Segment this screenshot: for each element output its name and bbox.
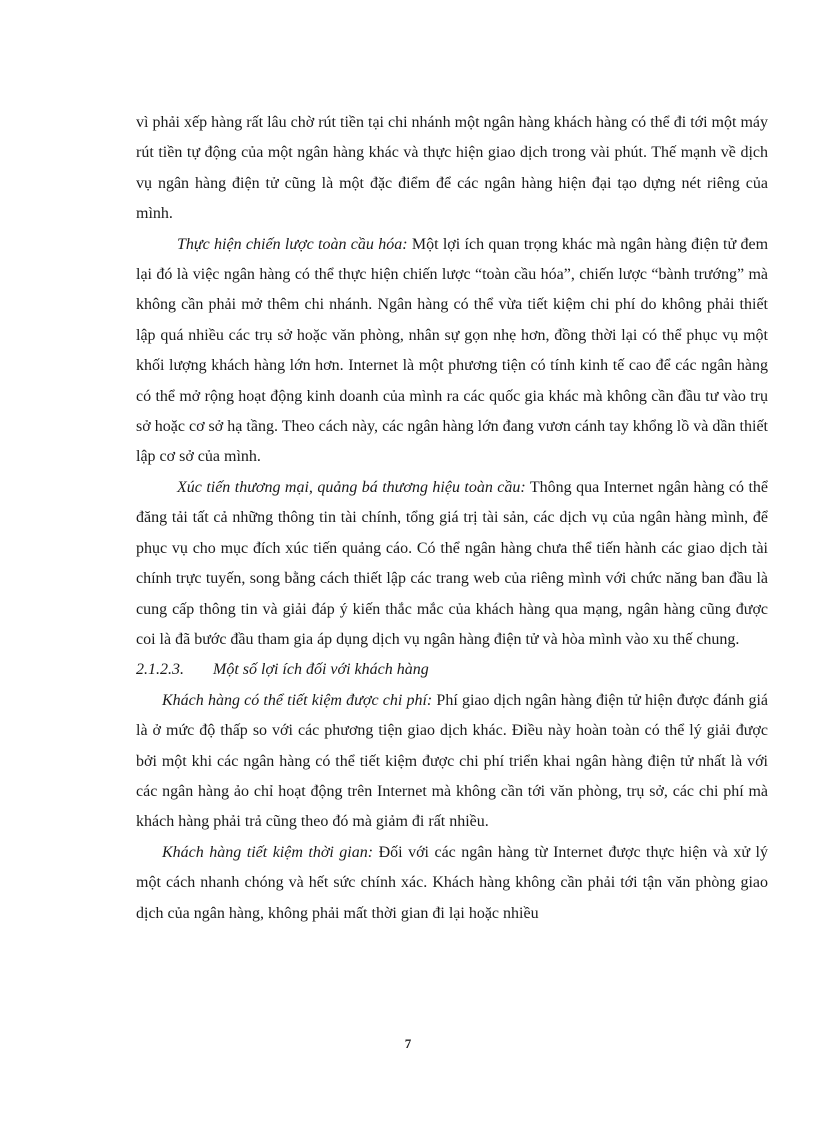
paragraph-text: Đối với các ngân hàng từ Internet được thực hiện và xử lý một cách nhanh chóng và hết sức chính xác. Khách hàng không cần phải tới tận văn phòng giao dịch của ngân hàng, không phải mất thời gian đi lại hoặc nhiều (136, 843, 769, 922)
paragraph-lead: Xúc tiến thương mại, quảng bá thương hiệu toàn cầu: (177, 478, 526, 496)
paragraph-text: Một lợi ích quan trọng khác mà ngân hàng điện tử đem lại đó là việc ngân hàng có thể thực hiện chiến lược “toàn cầu hóa”, chiến lược “bành trướng” mà không cần phải mở thêm chi nhánh. Ngân hàng có thể vừa tiết kiệm chi phí do không phải thiết lập quá nhiều các trụ sở hoặc văn phòng, nhân sự gọn nhẹ hơn, đồng thời lại có thể phục vụ một khối lượng khách hàng lớn hơn. Internet là một phương tiện có tính kinh tế cao để các ngân hàng có thể mở rộng hoạt động kinh doanh của mình ra các quốc gia khác mà không cần đầu tư vào trụ sở hoặc cơ sở hạ tầng. Theo cách này, các ngân hàng lớn đang vươn cánh tay khổng lồ và dần thiết lập cơ sở của mình. (136, 235, 769, 466)
paragraph-lead: Thực hiện chiến lược toàn cầu hóa: (177, 235, 408, 253)
paragraph-lead: Khách hàng có thể tiết kiệm được chi phí: (162, 691, 433, 709)
section-number: 2.1.2.3. (136, 661, 184, 679)
paragraph-time-savings (136, 838, 768, 929)
page-number: 7 (404, 1036, 412, 1051)
paragraph-atm-convenience (136, 108, 768, 230)
document-body (136, 108, 768, 929)
paragraph-lead: Khách hàng tiết kiệm thời gian: (162, 843, 374, 861)
paragraph-global-branding (136, 473, 768, 655)
paragraph-text: vì phải xếp hàng rất lâu chờ rút tiền tại chi nhánh một ngân hàng khách hàng có thể đi tới một máy rút tiền tự động của một ngân hàng khác và thực hiện giao dịch trong vài phút. Thế mạnh về dịch vụ ngân hàng điện tử cũng là một đặc điểm để các ngân hàng hiện đại tạo dựng nét riêng của mình. (136, 114, 768, 223)
section-heading (136, 655, 768, 685)
paragraph-text: Thông qua Internet ngân hàng có thể đăng tải tất cả những thông tin tài chính, tổng giá trị tài sản, các dịch vụ của ngân hàng mình, để phục vụ cho mục đích xúc tiến quảng cáo. Có thể ngân hàng chưa thể tiến hành các giao dịch tài chính trực tuyến, song bằng cách thiết lập các trang web của riêng mình với chức năng ban đầu là cung cấp thông tin và giải đáp ý kiến thắc mắc của khách hàng qua mạng, ngân hàng cũng được coi là đã bước đầu tham gia áp dụng dịch vụ ngân hàng điện tử và hòa mình vào xu thế chung. (136, 478, 768, 648)
paragraph-cost-savings (136, 686, 768, 838)
section-title: Một số lợi ích đối với khách hàng (213, 661, 429, 679)
paragraph-globalization-strategy (136, 230, 768, 473)
paragraph-text: Phí giao dịch ngân hàng điện tử hiện được đánh giá là ở mức độ thấp so với các phương tiện giao dịch khác. Điều này hoàn toàn có thể lý giải được bởi một khi các ngân hàng có thể tiết kiệm được chi phí triển khai ngân hàng điện tử nhất là với các ngân hàng ảo chỉ hoạt động trên Internet mà không cần tới văn phòng, trụ sở, các chi phí mà khách hàng phải trả cũng theo đó mà giảm đi rất nhiều. (136, 691, 769, 831)
